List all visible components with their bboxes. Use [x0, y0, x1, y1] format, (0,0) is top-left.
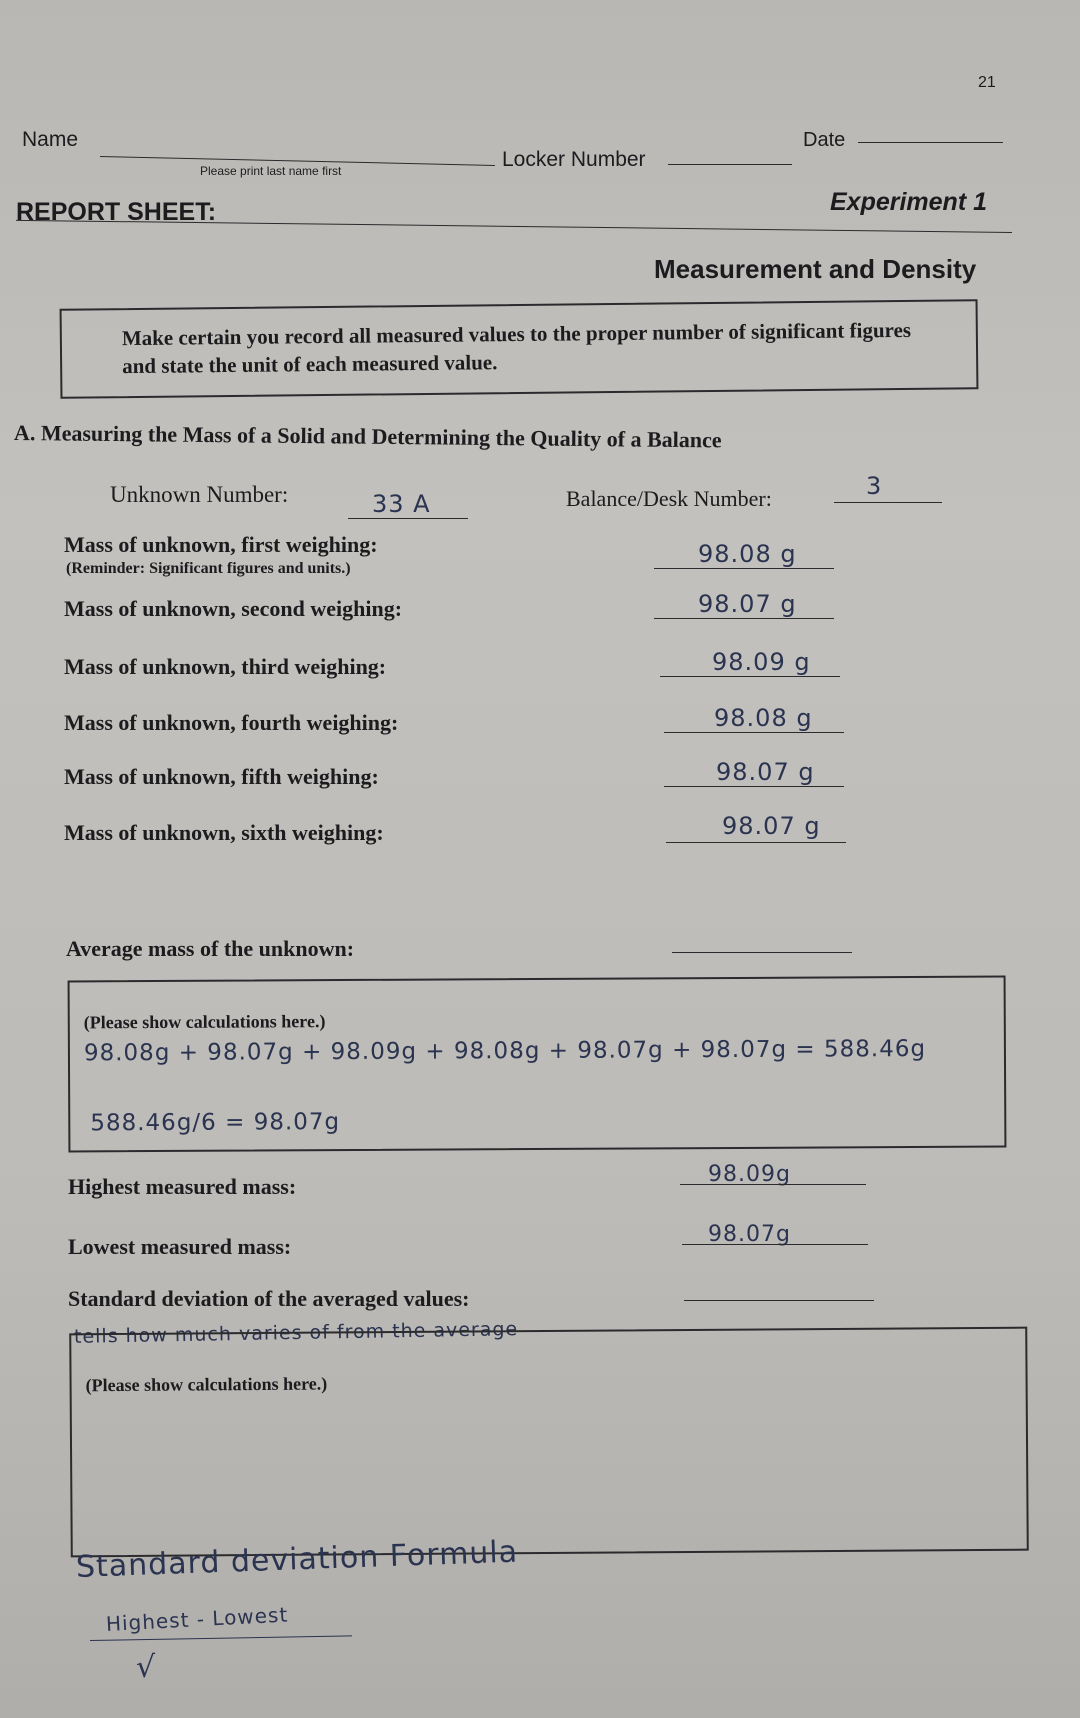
page-number: 21 — [978, 74, 996, 91]
formula-fraction-bar — [90, 1635, 352, 1641]
balance-number-value: 3 — [866, 472, 883, 500]
formula-numerator: Highest - Lowest — [105, 1602, 289, 1636]
weighing-4-line — [664, 732, 844, 733]
notice-text: Make certain you record all measured values to the proper number of significant figures and state the unit of each measured value. — [121, 317, 912, 379]
lowest-mass-line — [682, 1244, 868, 1245]
std-dev-label: Standard deviation of the averaged values: — [68, 1286, 470, 1311]
highest-mass-value: 98.09g — [708, 1162, 791, 1187]
weighing-3-value: 98.09 g — [712, 648, 811, 676]
weighing-5-label: Mass of unknown, fifth weighing: — [64, 764, 379, 789]
weighing-2-line — [654, 618, 834, 619]
weighing-6-value: 98.07 g — [722, 812, 821, 840]
balance-number-line — [834, 502, 942, 503]
weighing-6-line — [666, 842, 846, 843]
weighing-2-value: 98.07 g — [698, 590, 797, 618]
average-calc-prompt: (Please show calculations here.) — [83, 1011, 326, 1033]
average-mass-label: Average mass of the unknown: — [66, 936, 355, 961]
print-hint: Please print last name first — [200, 164, 342, 178]
sig-fig-reminder: (Reminder: Significant figures and units.) — [66, 560, 351, 577]
section-a-heading: A. Measuring the Mass of a Solid and Determining the Quality of a Balance — [13, 420, 722, 453]
experiment-number: Experiment 1 — [830, 188, 988, 216]
unknown-number-line — [348, 518, 468, 519]
formula-denominator: √ — [136, 1650, 157, 1685]
lowest-mass-value: 98.07g — [708, 1222, 791, 1247]
formula-title: Standard deviation Formula — [75, 1534, 519, 1585]
std-dev-line — [684, 1300, 874, 1301]
weighing-5-value: 98.07 g — [716, 758, 815, 786]
locker-label: Locker Number — [502, 148, 646, 171]
name-label: Name — [22, 128, 79, 151]
experiment-title: Measurement and Density — [654, 254, 977, 284]
weighing-3-line — [660, 676, 840, 677]
average-calc-division: 588.46g/6 = 98.07g — [90, 1109, 341, 1137]
highest-mass-line — [680, 1184, 866, 1185]
weighing-1-line — [654, 568, 834, 569]
date-line — [858, 142, 1003, 143]
highest-mass-label: Highest measured mass: — [68, 1174, 297, 1199]
lowest-mass-label: Lowest measured mass: — [68, 1234, 292, 1259]
weighing-5-line — [664, 786, 844, 787]
weighing-4-value: 98.08 g — [714, 704, 813, 732]
notice-box — [60, 299, 979, 399]
weighing-1-label: Mass of unknown, first weighing: — [64, 532, 378, 557]
weighing-2-label: Mass of unknown, second weighing: — [64, 596, 403, 621]
std-dev-note: tells how much varies of from the average — [73, 1318, 519, 1348]
std-dev-calc-box — [69, 1327, 1029, 1558]
unknown-number-label: Unknown Number: — [110, 482, 289, 507]
weighing-6-label: Mass of unknown, sixth weighing: — [64, 820, 384, 845]
balance-number-label: Balance/Desk Number: — [566, 486, 772, 511]
weighing-4-label: Mass of unknown, fourth weighing: — [64, 710, 399, 735]
average-mass-line — [672, 952, 852, 953]
average-calc-box — [68, 976, 1007, 1153]
report-label: REPORT SHEET: — [16, 198, 217, 226]
average-calc-sum: 98.08g + 98.07g + 98.09g + 98.08g + 98.07g + 98.07g = 588.46g — [83, 1035, 927, 1067]
weighing-3-label: Mass of unknown, third weighing: — [64, 654, 387, 679]
unknown-number-value: 33 A — [372, 490, 431, 518]
locker-line — [668, 164, 792, 165]
weighing-1-value: 98.08 g — [698, 540, 797, 568]
date-label: Date — [803, 129, 846, 151]
std-dev-calc-prompt: (Please show calculations here.) — [85, 1373, 328, 1396]
